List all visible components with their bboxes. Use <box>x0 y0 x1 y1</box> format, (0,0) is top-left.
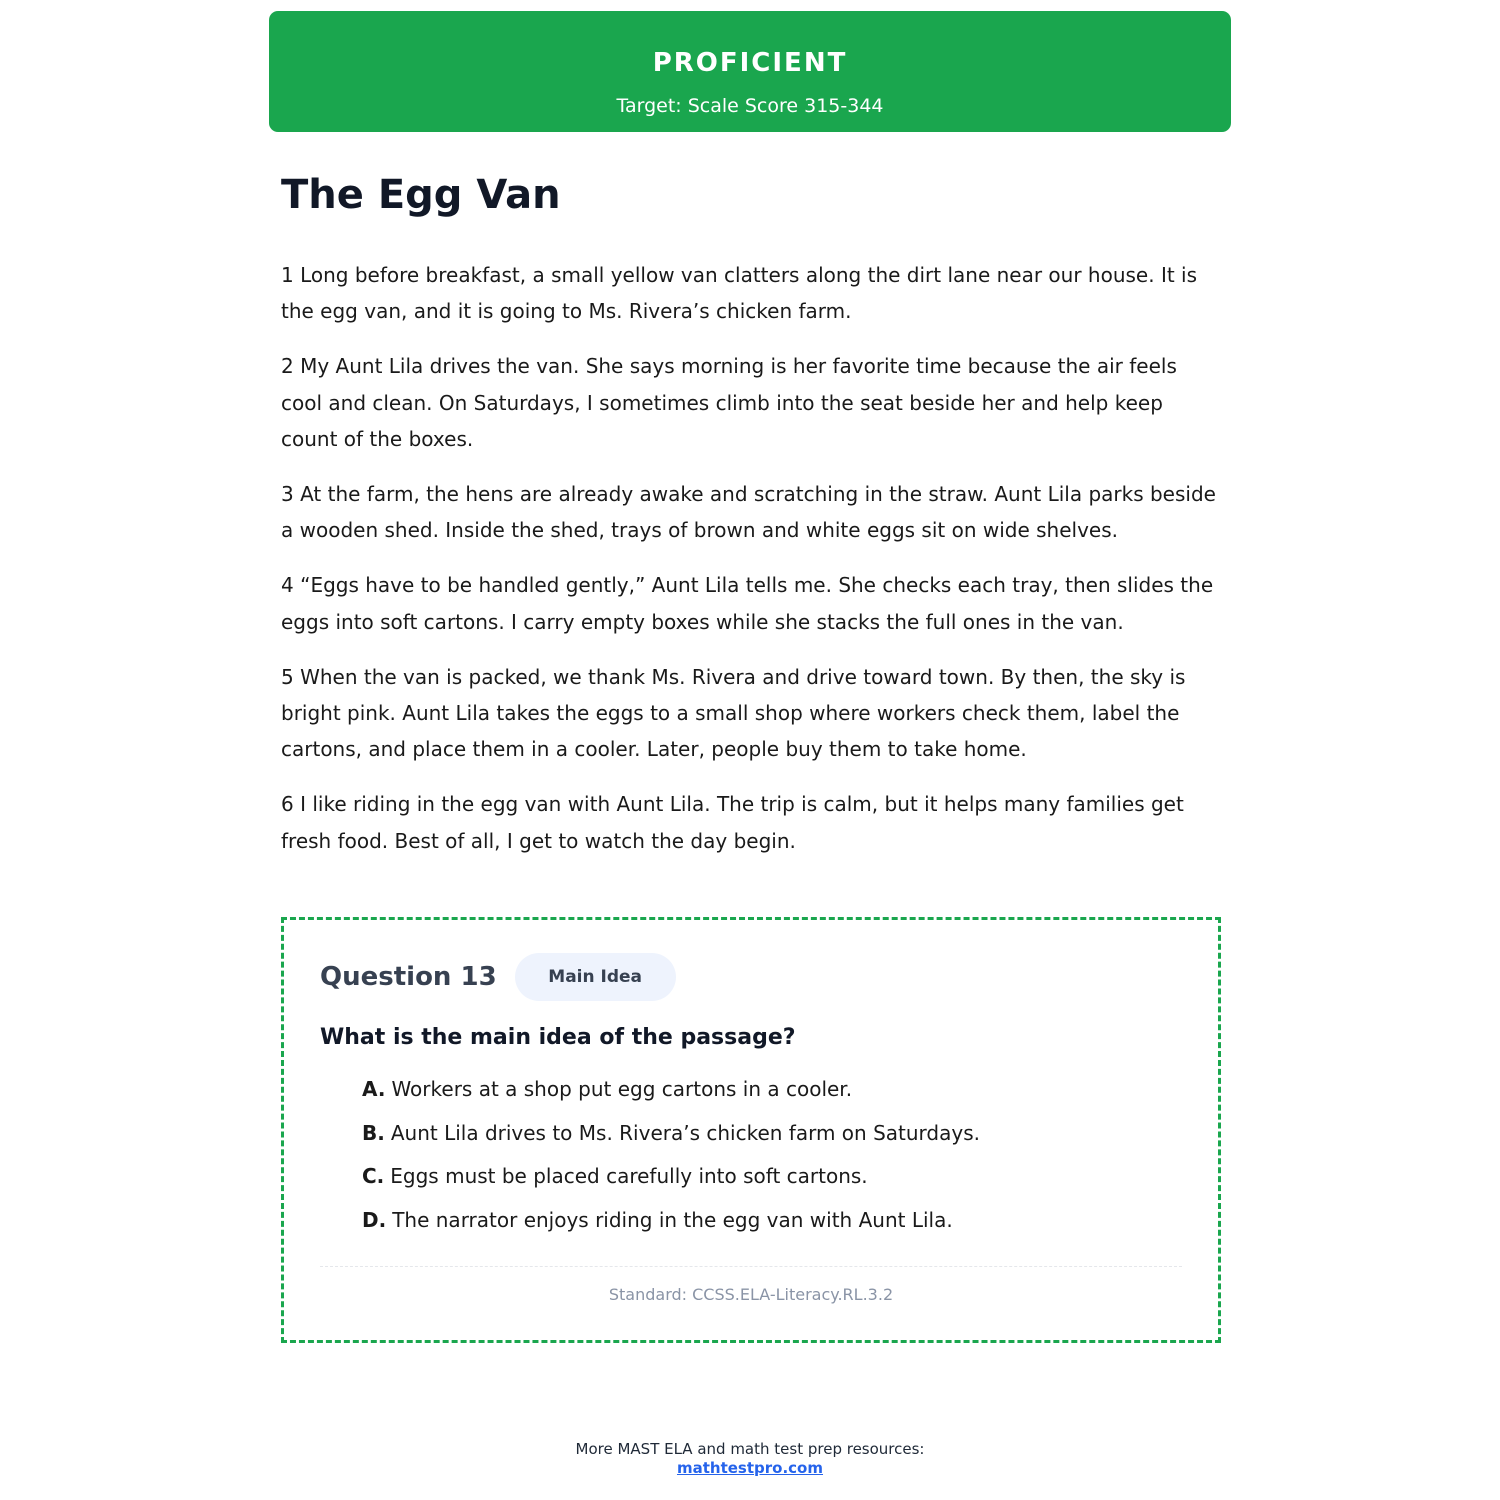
footer-text: More MAST ELA and math test prep resources: <box>575 1440 925 1458</box>
passage-paragraph-3: 3 At the farm, the hens are already awake and scratching in the straw. Aunt Lila parks beside a wooden shed. Inside the shed, trays of brown and white eggs sit on wide shelves. <box>281 482 1216 543</box>
answer-choice-d[interactable] <box>362 1208 980 1232</box>
question-prompt: What is the main idea of the passage? <box>320 1025 796 1050</box>
choice-letter: B. <box>362 1120 385 1145</box>
divider <box>320 1266 1182 1267</box>
performance-level-title: PROFICIENT <box>652 48 848 78</box>
footer <box>0 1440 1500 1478</box>
choice-letter: C. <box>362 1164 385 1188</box>
target-score-range: Target: Scale Score 315-344 <box>616 95 884 117</box>
choice-text: The narrator enjoys riding in the egg van with Aunt Lila. <box>392 1207 953 1232</box>
question-header <box>320 953 676 1001</box>
passage-paragraph-1: 1 Long before breakfast, a small yellow van clatters along the dirt lane near our house. It is the egg van, and it is going to Ms. Rivera’s chicken farm. <box>281 263 1198 324</box>
performance-level-banner <box>269 11 1231 132</box>
answer-choice-b[interactable] <box>362 1121 980 1145</box>
choice-text: Eggs must be placed carefully into soft cartons. <box>390 1164 868 1188</box>
question-card <box>281 917 1221 1343</box>
choice-text: Aunt Lila drives to Ms. Rivera’s chicken farm on Saturdays. <box>390 1120 980 1145</box>
footer-link[interactable]: mathtestpro.com <box>676 1459 823 1477</box>
passage-paragraph-5: 5 When the van is packed, we thank Ms. Rivera and drive toward town. By then, the sky is bright pink. Aunt Lila takes the eggs to a small shop where workers check them, label the cartons, and place them in a cooler. Later, people buy them to take home. <box>281 664 1186 762</box>
answer-choices <box>362 1077 980 1251</box>
skill-badge: Main Idea <box>515 953 676 1001</box>
choice-letter: D. <box>362 1207 387 1232</box>
passage-paragraph-4: 4 “Eggs have to be handled gently,” Aunt Lila tells me. She checks each tray, then slides the eggs into soft cartons. I carry empty boxes while she stacks the full ones in the van. <box>281 573 1214 634</box>
standard-label: Standard: CCSS.ELA-Literacy.RL.3.2 <box>608 1285 894 1304</box>
passage-paragraph-2: 2 My Aunt Lila drives the van. She says morning is her favorite time because the air feels cool and clean. On Saturdays, I sometimes climb into the seat beside her and help keep count of the boxes. <box>281 354 1177 451</box>
question-number: Question 13 <box>320 962 497 992</box>
answer-choice-a[interactable] <box>362 1077 980 1101</box>
passage-title: The Egg Van <box>281 172 561 218</box>
answer-choice-c[interactable] <box>362 1164 980 1188</box>
passage-body <box>281 257 1221 878</box>
passage-paragraph-6: 6 I like riding in the egg van with Aunt Lila. The trip is calm, but it helps many families get fresh food. Best of all, I get to watch the day begin. <box>281 792 1184 853</box>
choice-text: Workers at a shop put egg cartons in a cooler. <box>391 1077 853 1101</box>
choice-letter: A. <box>362 1077 386 1101</box>
